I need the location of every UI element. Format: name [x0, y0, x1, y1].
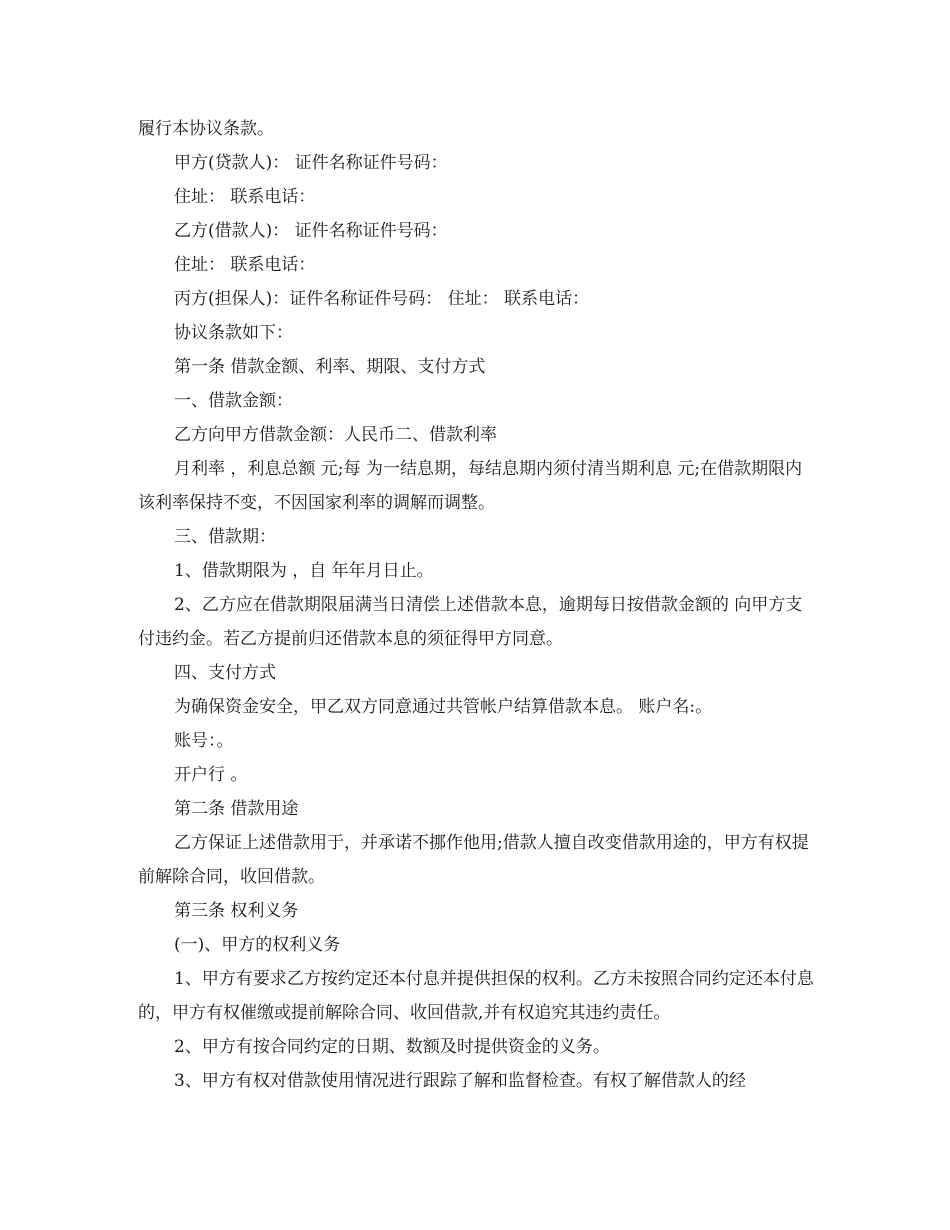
paragraph: 3、甲方有权对借款使用情况进行跟踪了解和监督检查。有权了解借款人的经 [174, 1071, 746, 1091]
paragraph: 甲方(贷款人)： 证件名称证件号码： [174, 153, 448, 173]
paragraph: 四、支付方式 [174, 663, 276, 683]
paragraph: 乙方(借款人)： 证件名称证件号码： [174, 221, 448, 241]
paragraph: 乙方向甲方借款金额：人民币二、借款利率 [174, 425, 497, 445]
paragraph: 2、乙方应在借款期限届满当日清偿上述借款本息，逾期每日按借款金额的 向甲方支付违约金。若乙方提前归还借款本息的须征得甲方同意。 [138, 595, 803, 649]
paragraph: 1、甲方有要求乙方按约定还本付息并提供担保的权利。乙方未按照合同约定还本付息的，甲方有权催缴或提前解除合同、收回借款,并有权追究其违约责任。 [138, 969, 814, 1023]
document-body [138, 112, 818, 1098]
paragraph: 住址： 联系电话： [174, 187, 316, 207]
paragraph: 月利率 ，利息总额 元;每 为一结息期，每结息期内须付清当期利息 元;在借款期限内该利率保持不变，不因国家利率的调解而调整。 [138, 459, 803, 513]
paragraph: 开户行 。 [174, 765, 248, 785]
paragraph: 丙方(担保人)：证件名称证件号码： 住址： 联系电话： [174, 289, 590, 309]
paragraph: 1、借款期限为 ，自 年年月日止。 [174, 561, 434, 581]
paragraph: 协议条款如下： [174, 323, 293, 343]
paragraph: 履行本协议条款。 [138, 119, 274, 139]
paragraph: 乙方保证上述借款用于，并承诺不挪作他用;借款人擅自改变借款用途的，甲方有权提前解除合同，收回借款。 [138, 833, 809, 887]
paragraph: 为确保资金安全，甲乙双方同意通过共管帐户结算借款本息。 账户名:。 [174, 697, 713, 717]
paragraph: 账号：。 [174, 731, 234, 751]
paragraph: 住址： 联系电话： [174, 255, 316, 275]
section-heading: 第二条 借款用途 [174, 799, 299, 819]
paragraph: 三、借款期： [174, 527, 276, 547]
paragraph: 一、借款金额： [174, 391, 293, 411]
paragraph: 2、甲方有按合同约定的日期、数额及时提供资金的义务。 [174, 1037, 610, 1057]
section-heading: 第三条 权利义务 [174, 901, 299, 921]
paragraph: (一)、甲方的权利义务 [174, 935, 341, 955]
section-heading: 第一条 借款金额、利率、期限、支付方式 [174, 357, 486, 377]
